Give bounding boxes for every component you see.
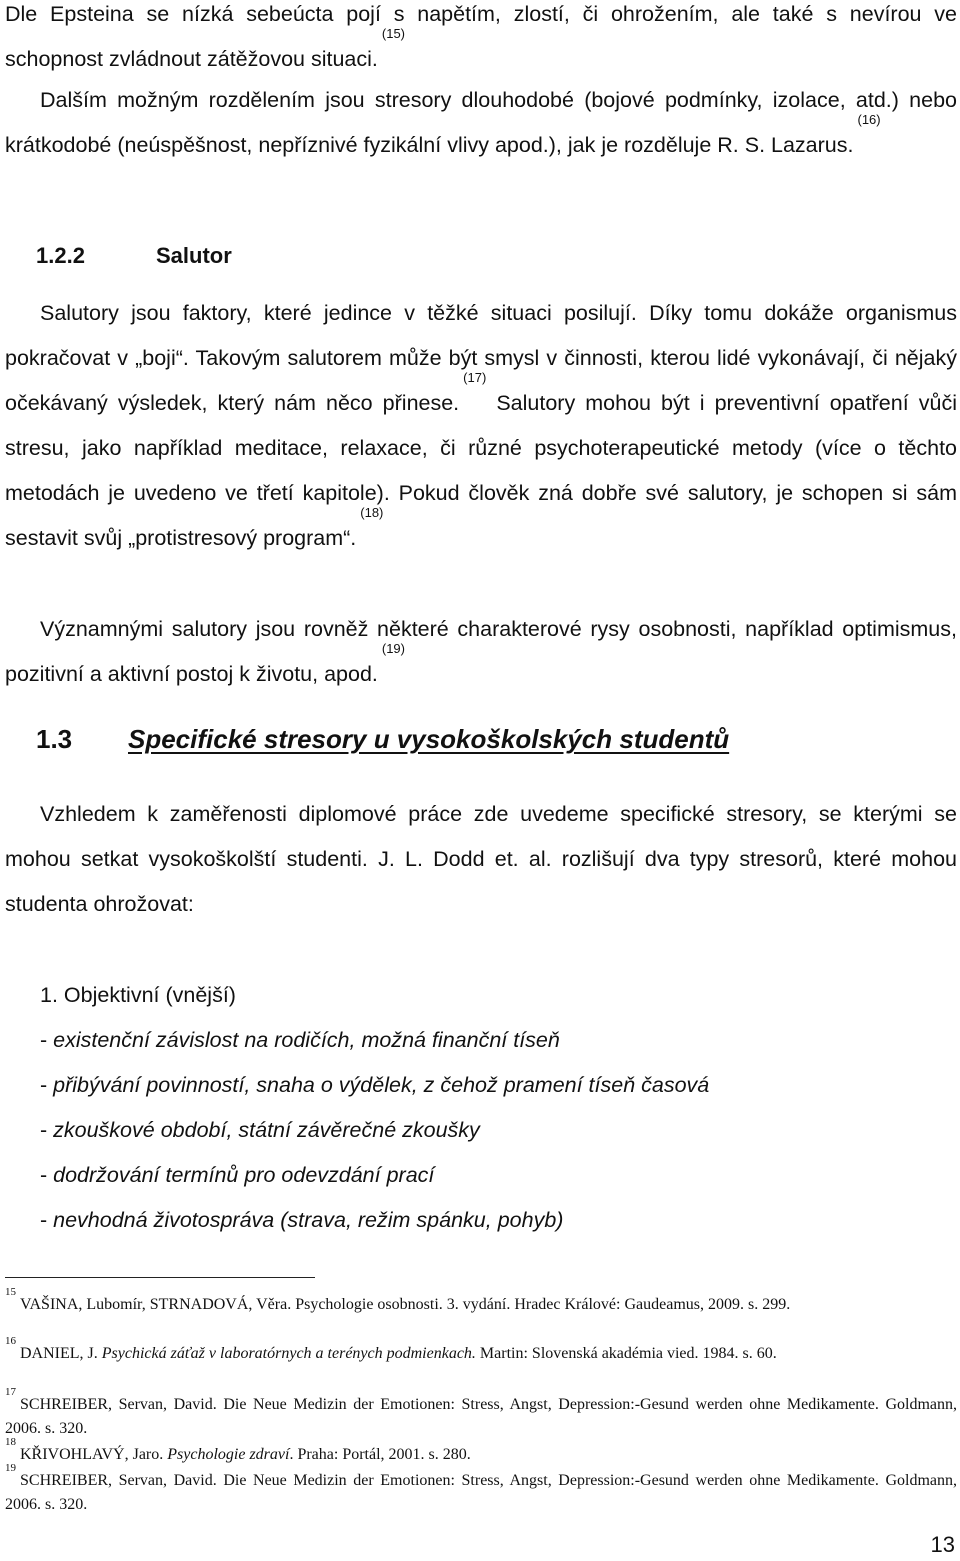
footnote-text: KŘIVOHLAVÝ, Jaro. <box>20 1446 168 1463</box>
list-item <box>40 1118 480 1143</box>
paragraph-text: Vzhledem k zaměřenosti diplomové práce zde uvedeme specifické stresory, se kterými se mohou setkat vysokoškolští studenti. J. L. Dodd et. al. rozlišují dva typy stresorů, které mohou studenta ohrožovat: <box>5 802 957 916</box>
paragraph-salutors <box>5 291 957 561</box>
paragraph-character-traits <box>5 607 957 697</box>
paragraph-text: Dle Epsteina se nízká sebeúcta pojí s napětím, zlostí, či ohrožením, ale také s nevírou ve schopnost zvládnout zátěžovou situaci. <box>5 2 957 71</box>
section-heading-1-2-2 <box>36 243 232 269</box>
paragraph-text: Významnými salutory jsou rovněž některé charakterové rysy osobnosti, například optimismus, pozitivní a aktivní postoj k životu, apod. <box>5 617 957 686</box>
list-dash: - <box>40 1073 54 1097</box>
citation-ref: (15) <box>381 26 406 41</box>
footnote-title: Psychologie zdraví <box>167 1446 290 1463</box>
footnote-number: 17 <box>5 1386 16 1398</box>
paragraph-text: Dalším možným rozdělením jsou stresory dlouhodobé (bojové podmínky, izolace, atd.) nebo krátkodobé (neúspěšnost, nepříznivé fyzikální vlivy apod.), jak je rozděluje R. S. Lazarus. <box>5 88 957 157</box>
list-dash: - <box>40 1163 54 1187</box>
section-heading-1-3 <box>36 724 729 755</box>
footnote-number: 19 <box>5 1462 16 1474</box>
paragraph-stressor-division <box>5 78 957 168</box>
footnote-text: VAŠINA, Lubomír, STRNADOVÁ, Věra. Psychologie osobnosti. 3. vydání. Hradec Králové: Gaudeamus, 2009. s. 299. <box>20 1296 791 1313</box>
list-dash: - <box>40 1208 54 1232</box>
footnote-separator <box>5 1277 315 1278</box>
list-dash: - <box>40 1118 54 1142</box>
list-dash: - <box>40 1028 54 1052</box>
footnote-title: Psychická záťaž v laboratórnych a terénych podmienkach. <box>101 1345 476 1362</box>
list-item <box>40 1208 563 1233</box>
citation-ref: (16) <box>857 112 881 127</box>
list-item-text: existenční závislost na rodičích, možná finanční tíseň <box>53 1028 560 1052</box>
list-heading: 1. Objektivní (vnější) <box>40 983 236 1007</box>
footnote-18 <box>5 1436 957 1467</box>
citation-ref: (18) <box>360 505 384 520</box>
paragraph-text: Salutory mohou být i preventivní opatření vůči stresu, jako například meditace, relaxace, či různé psychoterapeutické metody (více o těchto metodách je uvedeno ve třetí kapitole). Pokud člověk zná dobře své salutory, je schopen si sám sestavit svůj „protistresový program“. <box>5 391 957 550</box>
section-number: 1.2.2 <box>36 243 85 268</box>
footnote-16 <box>5 1335 957 1366</box>
section-number: 1.3 <box>36 724 73 754</box>
list-item-text: dodržování termínů pro odevzdání prací <box>53 1163 435 1187</box>
list-item-text: přibývání povinností, snaha o výdělek, z čehož pramení tíseň časová <box>53 1073 710 1097</box>
list-item <box>40 1028 560 1053</box>
citation-ref: (17) <box>463 370 487 385</box>
footnote-text: . Praha: Portál, 2001. s. 280. <box>289 1446 471 1463</box>
footnote-17 <box>5 1386 957 1441</box>
list-item <box>40 1163 434 1188</box>
footnote-number: 18 <box>5 1436 16 1448</box>
paragraph-student-stressors <box>5 792 957 927</box>
list-item <box>40 1073 709 1098</box>
section-title: Specifické stresory u vysokoškolských studentů <box>128 724 730 754</box>
footnote-number: 15 <box>5 1286 16 1298</box>
paragraph-self-esteem <box>5 0 957 82</box>
footnote-text: DANIEL, J. <box>20 1345 102 1362</box>
list-item-text: zkouškové období, státní závěrečné zkoušky <box>53 1118 480 1142</box>
footnote-19 <box>5 1462 957 1517</box>
section-title: Salutor <box>156 243 232 268</box>
paragraph-text: Salutory jsou faktory, které jedince v těžké situaci posilují. Díky tomu dokáže organismus pokračovat v „boji“. Takovým salutorem může být smysl v činnosti, kterou lidé vykonávají, či nějaký očekávaný výsledek, který nám něco přinese. <box>5 301 957 415</box>
footnote-text: Martin: Slovenská akadémia vied. 1984. s. 60. <box>475 1345 777 1362</box>
footnote-text: SCHREIBER, Servan, David. Die Neue Medizin der Emotionen: Stress, Angst, Depression:-Gesund werden ohne Medikamente. Goldmann, 2006. s. 320. <box>5 1396 957 1437</box>
footnote-text: SCHREIBER, Servan, David. Die Neue Medizin der Emotionen: Stress, Angst, Depression:-Gesund werden ohne Medikamente. Goldmann, 2006. s. 320. <box>5 1472 957 1513</box>
footnote-number: 16 <box>5 1335 16 1347</box>
list-item-text: nevhodná životospráva (strava, režim spánku, pohyb) <box>53 1208 564 1232</box>
footnote-15 <box>5 1286 957 1317</box>
page-number: 13 <box>930 1532 955 1557</box>
citation-ref: (19) <box>381 641 405 656</box>
